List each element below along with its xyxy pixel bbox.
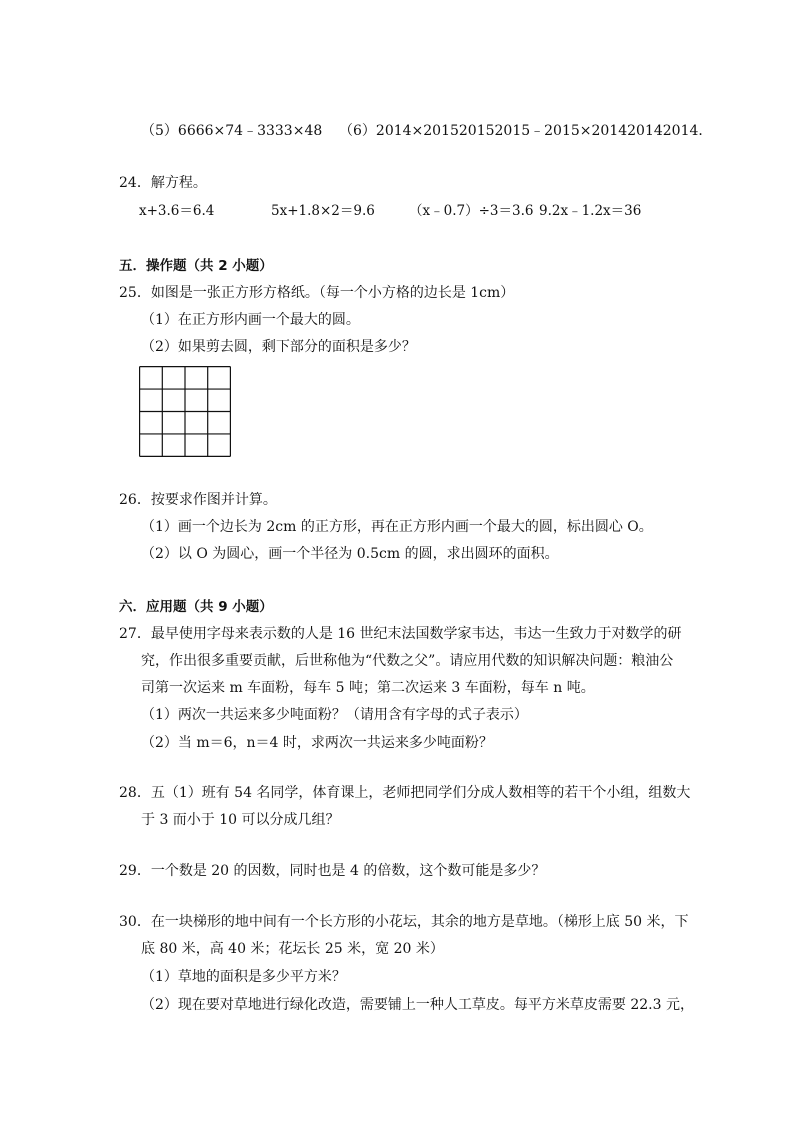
square-grid-figure [139,366,231,457]
q27-sub2: （2）当 m＝6，n＝4 时，求两次一共运来多少吨面粉？ [141,735,493,751]
q25-sub2: （2）如果剪去圆，剩下部分的面积是多少？ [141,339,416,355]
q24-equation-4: 9.2x﹣1.2x＝36 [539,203,642,219]
q26-sub1: （1）画一个边长为 2cm 的正方形，再在正方形内画一个最大的圆，标出圆心 O。 [141,519,653,535]
q27-line3: 司第一次运来 m 车面粉，每车 5 吨；第二次运来 3 车面粉，每车 n 吨。 [141,680,595,696]
q25-title: 25．如图是一张正方形方格纸。（每一个小方格的边长是 1cm） [119,285,515,301]
q23-item6: （6）2014×201520152015﹣2015×201420142014． [339,123,713,139]
q29-line1: 29．一个数是 20 的因数，同时也是 4 的倍数，这个数可能是多少？ [119,863,546,879]
q26-title: 26．按要求作图并计算。 [119,492,277,508]
q25-sub1: （1）在正方形内画一个最大的圆。 [141,312,360,328]
q24-title: 24．解方程。 [119,175,207,191]
q28-line1: 28．五（1）班有 54 名同学，体育课上，老师把同学们分成人数相等的若干个小组，组数大 [119,785,691,801]
q30-line1: 30．在一块梯形的地中间有一个长方形的小花坛，其余的地方是草地。（梯形上底 50 米，下 [119,914,689,930]
q30-sub1: （1）草地的面积是多少平方米？ [141,969,346,985]
q23-item5: （5）6666×74﹣3333×48 [141,123,323,139]
q27-line1: 27．最早使用字母来表示数的人是 16 世纪末法国数学家韦达，韦达一生致力于对数学的研 [119,626,682,642]
q24-equation-1: x+3.6＝6.4 [139,203,215,219]
section-6-heading: 六．应用题（共 9 小题） [119,599,273,615]
q28-line2: 于 3 而小于 10 可以分成几组？ [141,812,340,828]
q24-equation-2: 5x+1.8×2＝9.6 [271,203,375,219]
q30-line2: 底 80 米，高 40 米；花坛长 25 米，宽 20 米） [141,941,444,957]
q30-sub2: （2）现在要对草地进行绿化改造，需要铺上一种人工草皮。每平方米草皮需要 22.3 元， [141,997,694,1013]
q26-sub2: （2）以 O 为圆心，画一个半径为 0.5cm 的圆，求出圆环的面积。 [141,546,559,562]
section-5-heading: 五．操作题（共 2 小题） [119,258,273,274]
q27-line2: 究，作出很多重要贡献，后世称他为“代数之父”。请应用代数的知识解决问题：粮油公 [141,653,674,669]
q27-sub1: （1）两次一共运来多少吨面粉？（请用含有字母的式子表示） [141,707,528,723]
q24-equation-3: （x﹣0.7）÷3＝3.6 [409,203,534,219]
